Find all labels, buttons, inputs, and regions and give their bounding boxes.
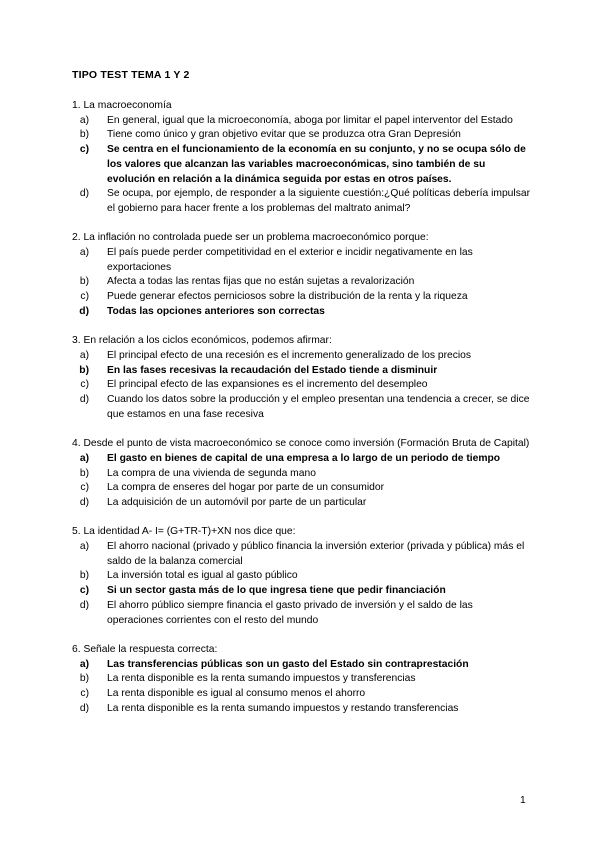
answer-option-correct bbox=[72, 305, 530, 320]
option-letter: a) bbox=[79, 247, 89, 259]
option-letter: d) bbox=[79, 305, 89, 317]
option-text: Se centra en el funcionamiento de la economía en su conjunto, y no se ocupa sólo de los valores que alcanzan las variables macroeconómicas, sino también de su evolución en relación a la dinámica seguida por estas en otros países. bbox=[107, 144, 526, 185]
option-letter: a) bbox=[79, 541, 89, 553]
answer-option bbox=[72, 687, 530, 702]
question-stem: 5. La identidad A- I= (G+TR-T)+XN nos dice que: bbox=[72, 526, 296, 538]
question-stem: 2. La inflación no controlada puede ser un problema macroeconómico porque: bbox=[72, 232, 429, 244]
option-text: La compra de una vivienda de segunda mano bbox=[107, 467, 316, 479]
option-text: La compra de enseres del hogar por parte de un consumidor bbox=[107, 482, 385, 494]
question-stem: 6. Señale la respuesta correcta: bbox=[72, 643, 218, 655]
question-3 bbox=[72, 334, 530, 422]
answer-options bbox=[72, 540, 530, 628]
option-letter: b) bbox=[79, 364, 89, 376]
answer-option bbox=[72, 246, 530, 275]
option-text: Si un sector gasta más de lo que ingresa tiene que pedir financiación bbox=[107, 585, 446, 597]
answer-option bbox=[72, 599, 530, 628]
answer-option bbox=[72, 496, 530, 511]
option-letter: c) bbox=[79, 144, 89, 156]
option-letter: c) bbox=[79, 585, 89, 597]
question-4 bbox=[72, 437, 530, 511]
option-text: Puede generar efectos perniciosos sobre la distribución de la renta y la riqueza bbox=[107, 291, 468, 303]
option-text: Tiene como único y gran objetivo evitar que se produzca otra Gran Depresión bbox=[107, 129, 461, 141]
option-letter: a) bbox=[79, 658, 89, 670]
question-1 bbox=[72, 99, 530, 217]
option-letter: c) bbox=[80, 482, 89, 494]
option-letter: b) bbox=[79, 673, 89, 685]
question-stem: 3. En relación a los ciclos económicos, podemos afirmar: bbox=[72, 335, 332, 347]
question-stem: 4. Desde el punto de vista macroeconómico se conoce como inversión (Formación Bruta de Capital) bbox=[72, 438, 530, 450]
option-letter: c) bbox=[80, 688, 89, 700]
answer-option-correct bbox=[72, 452, 530, 467]
option-letter: d) bbox=[79, 394, 89, 406]
option-text: El principal efecto de las expansiones es el incremento del desempleo bbox=[107, 379, 428, 391]
question-2 bbox=[72, 231, 530, 319]
answer-option bbox=[72, 702, 530, 717]
option-text: Afecta a todas las rentas fijas que no están sujetas a revalorización bbox=[107, 276, 415, 288]
option-text: La renta disponible es la renta sumando impuestos y restando transferencias bbox=[107, 702, 459, 714]
question-list bbox=[72, 99, 530, 731]
option-letter: a) bbox=[79, 349, 89, 361]
option-text: Las transferencias públicas son un gasto del Estado sin contraprestación bbox=[107, 658, 469, 670]
answer-option bbox=[72, 275, 530, 290]
answer-option-correct bbox=[72, 658, 530, 673]
answer-option-correct bbox=[72, 143, 530, 187]
option-letter: b) bbox=[79, 467, 89, 479]
option-letter: d) bbox=[79, 702, 89, 714]
answer-option bbox=[72, 349, 530, 364]
option-text: Todas las opciones anteriores son correctas bbox=[107, 305, 325, 317]
option-text: La renta disponible es igual al consumo menos el ahorro bbox=[107, 688, 366, 700]
option-letter: d) bbox=[79, 188, 89, 200]
option-text: El ahorro público siempre financia el gasto privado de inversión y el saldo de las operaciones corrientes con el resto del mundo bbox=[107, 599, 473, 626]
option-letter: a) bbox=[79, 452, 89, 464]
answer-option bbox=[72, 481, 530, 496]
option-text: El gasto en bienes de capital de una empresa a lo largo de un periodo de tiempo bbox=[107, 452, 501, 464]
option-text: Cuando los datos sobre la producción y el empleo presentan una tendencia a crecer, se dice que estamos en una fase recesiva bbox=[107, 394, 530, 420]
answer-options bbox=[72, 246, 530, 320]
question-5 bbox=[72, 525, 530, 628]
page-number: 1 bbox=[520, 795, 526, 806]
answer-option bbox=[72, 114, 530, 129]
answer-option bbox=[72, 378, 530, 393]
option-letter: c) bbox=[80, 291, 89, 303]
option-text: La inversión total es igual al gasto público bbox=[107, 570, 298, 582]
option-text: El ahorro nacional (privado y público financia la inversión exterior (privada y pública) más el saldo de la balanza comercial bbox=[107, 541, 525, 567]
option-letter: b) bbox=[79, 129, 89, 141]
answer-option bbox=[72, 467, 530, 482]
answer-options bbox=[72, 452, 530, 511]
answer-option-correct bbox=[72, 584, 530, 599]
option-letter: a) bbox=[79, 114, 89, 126]
option-letter: d) bbox=[79, 496, 89, 508]
answer-option bbox=[72, 290, 530, 305]
page-title: TIPO TEST TEMA 1 Y 2 bbox=[72, 69, 190, 81]
option-text: En general, igual que la microeconomía, aboga por limitar el papel interventor del Estado bbox=[107, 114, 513, 126]
answer-option bbox=[72, 672, 530, 687]
answer-option bbox=[72, 187, 530, 216]
option-letter: b) bbox=[79, 276, 89, 288]
answer-options bbox=[72, 114, 530, 217]
answer-option bbox=[72, 128, 530, 143]
option-text: El país puede perder competitividad en el exterior e incidir negativamente en las exportaciones bbox=[107, 247, 473, 273]
option-text: Se ocupa, por ejemplo, de responder a la siguiente cuestión:¿Qué políticas debería impulsar el gobierno para hacer frente a los problemas del maltrato animal? bbox=[107, 188, 530, 214]
option-letter: b) bbox=[79, 570, 89, 582]
option-text: La adquisición de un automóvil por parte de un particular bbox=[107, 496, 367, 508]
question-stem: 1. La macroeconomía bbox=[72, 100, 172, 111]
question-6 bbox=[72, 643, 530, 717]
option-letter: d) bbox=[79, 599, 89, 611]
answer-options bbox=[72, 349, 530, 423]
answer-option-correct bbox=[72, 364, 530, 379]
answer-option bbox=[72, 540, 530, 569]
answer-options bbox=[72, 658, 530, 717]
option-text: El principal efecto de una recesión es el incremento generalizado de los precios bbox=[107, 349, 472, 361]
option-text: La renta disponible es la renta sumando impuestos y transferencias bbox=[107, 673, 416, 685]
option-text: En las fases recesivas la recaudación del Estado tiende a disminuir bbox=[107, 364, 438, 376]
answer-option bbox=[72, 569, 530, 584]
option-letter: c) bbox=[80, 379, 89, 391]
answer-option bbox=[72, 393, 530, 422]
